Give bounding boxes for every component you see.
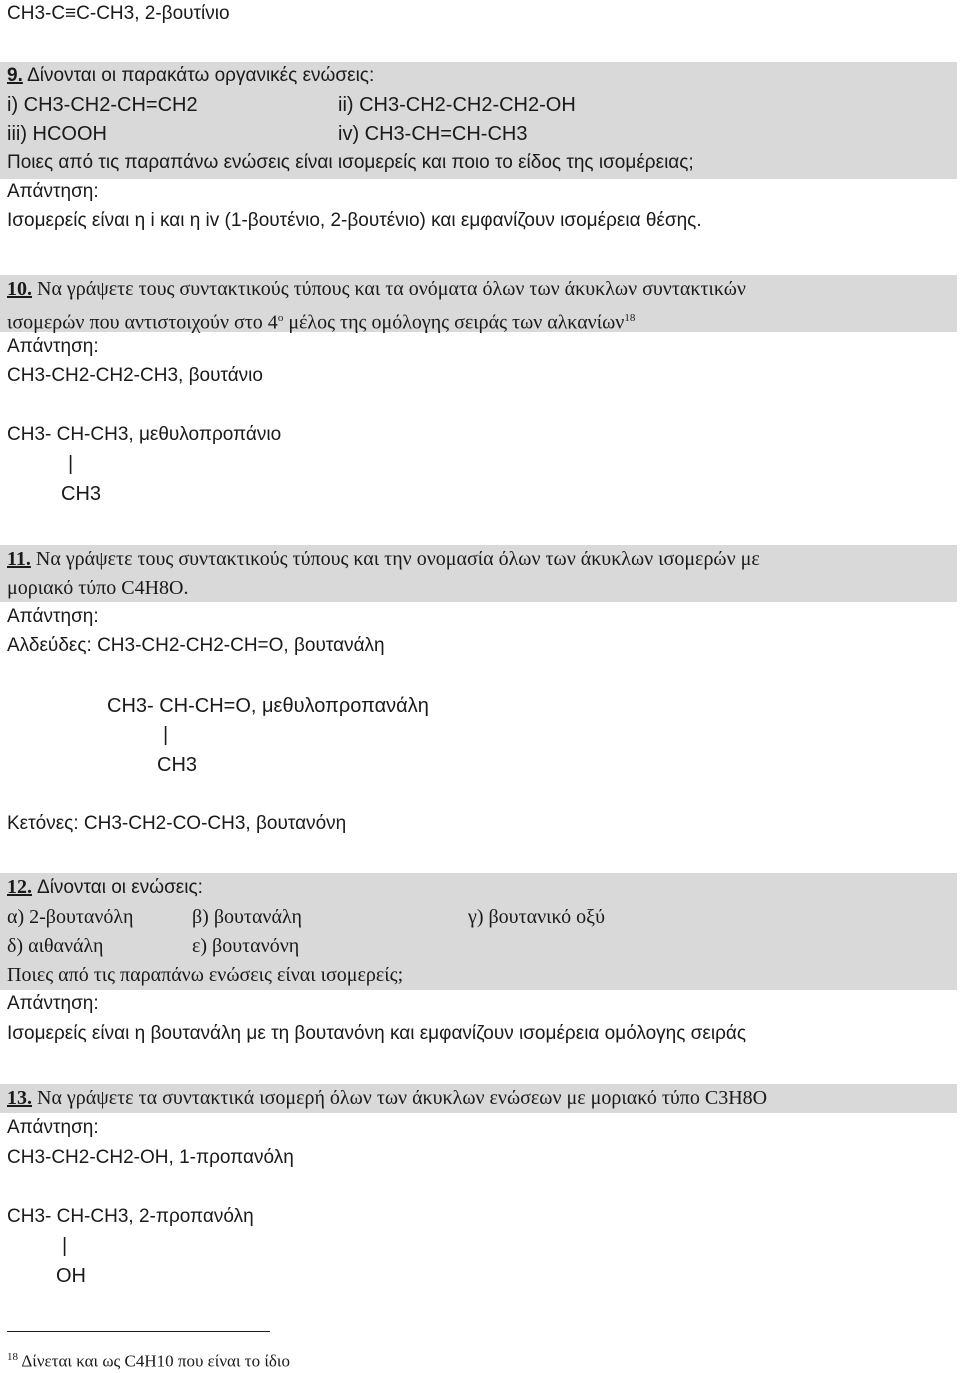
q9-compound-iv: iv) CH3-CH=CH-CH3 (338, 123, 528, 145)
q12-option-c: γ) βουτανικό οξύ (468, 906, 605, 928)
q10-answer-label: Απάντηση: (7, 336, 99, 357)
q9-text: Δίνονται οι παρακάτω οργανικές ενώσεις: (27, 65, 375, 86)
q12-option-b: β) βουτανάλη (192, 906, 302, 928)
footnote-separator (7, 1331, 270, 1332)
q13-number: 13. (7, 1087, 32, 1109)
q11-prompt-line2: μοριακό τύπο C4H8O. (7, 577, 189, 599)
q12-option-a: α) 2-βουτανόλη (7, 906, 134, 928)
q11-answer-label: Απάντηση: (7, 606, 99, 627)
q9-compound-i: i) CH3-CH2-CH=CH2 (7, 94, 198, 116)
q12-question: Ποιες από τις παραπάνω ενώσεις είναι ισομερείς; (7, 964, 404, 986)
q13-text: Να γράψετε τα συντακτικά ισομερή όλων των άκυκλων ενώσεων με μοριακό τύπο C3H8O (37, 1087, 768, 1109)
q11-answer-1: Αλδεύδες: CH3-CH2-CH2-CH=O, βουτανάλη (7, 635, 385, 656)
q9-answer-label: Απάντηση: (7, 181, 99, 202)
q13-branch-bond: | (62, 1235, 68, 1257)
q10-answer-1: CH3-CH2-CH2-CH3, βουτάνιο (7, 365, 263, 386)
footnote-text: Δίνεται και ως C4H10 που είναι το ίδιο (21, 1351, 291, 1371)
q10-answer-2: CH3- CH-CH3, μεθυλοπροπάνιο (7, 424, 282, 445)
q10-text2-superscript: ο (277, 312, 284, 324)
q10-branch-group: CH3 (61, 483, 102, 505)
footnote-mark: 18 (7, 1351, 18, 1363)
q12-answer-label: Απάντηση: (7, 993, 99, 1014)
q11-number: 11. (7, 548, 31, 570)
q10-branch-bond: | (68, 453, 74, 475)
q13-answer-1: CH3-CH2-CH2-OH, 1-προπανόλη (7, 1147, 294, 1168)
q12-option-e: ε) βουτανόνη (192, 935, 300, 957)
q12-answer: Ισομερείς είναι η βουτανάλη με τη βουτανόνη και εμφανίζουν ισομέρεια ομόλογης σειράς (7, 1023, 747, 1044)
top-formula: CH3-C≡C-CH3, 2-βουτίνιο (7, 3, 230, 24)
q11-text1: Να γράψετε τους συντακτικούς τύπους και την ονομασία όλων των άκυκλων ισομερών με (35, 548, 760, 570)
q9-compound-ii: ii) CH3-CH2-CH2-CH2-OH (338, 94, 576, 116)
q10-text2a: ισομερών που αντιστοιχούν στο 4 (7, 311, 278, 334)
q11-branch-group: CH3 (157, 754, 198, 776)
q9-answer: Ισομερείς είναι η i και η iv (1-βουτένιο, 2-βουτένιο) και εμφανίζουν ισομέρεια θέσης. (7, 210, 702, 231)
q13-answer-2: CH3- CH-CH3, 2-προπανόλη (7, 1206, 254, 1227)
q9-number: 9. (7, 65, 23, 86)
q10-prompt-line2 (7, 304, 635, 337)
q9-compound-iii: iii) HCOOH (7, 123, 107, 145)
q9-prompt (7, 62, 374, 90)
q12-prompt (7, 873, 203, 902)
q11-answer-3: Κετόνες: CH3-CH2-CO-CH3, βουτανόνη (7, 813, 347, 834)
q13-prompt (7, 1084, 767, 1112)
q13-branch-group: OH (56, 1265, 86, 1287)
q11-answer-2: CH3- CH-CH=O, μεθυλοπροπανάλη (107, 695, 429, 717)
q10-number: 10. (7, 278, 32, 300)
q12-number: 12. (7, 876, 32, 898)
q11-prompt-line1 (7, 545, 760, 573)
q12-text: Δίνονται οι ενώσεις: (37, 877, 203, 898)
footnote-reference: 18 (624, 312, 636, 324)
q13-answer-label: Απάντηση: (7, 1117, 99, 1138)
q11-branch-bond: | (163, 724, 169, 746)
q9-question: Ποιες από τις παραπάνω ενώσεις είναι ισομερείς και ποιο το είδος της ισομέρειας; (7, 152, 694, 173)
q10-text1: Να γράψετε τους συντακτικούς τύπους και τα ονόματα όλων των άκυκλων συντακτικών (37, 278, 746, 300)
q10-text2b: μέλος της ομόλογης σειράς των αλκανίων (283, 311, 625, 334)
q12-option-d: δ) αιθανάλη (7, 935, 104, 957)
q10-prompt-line1 (7, 275, 746, 303)
